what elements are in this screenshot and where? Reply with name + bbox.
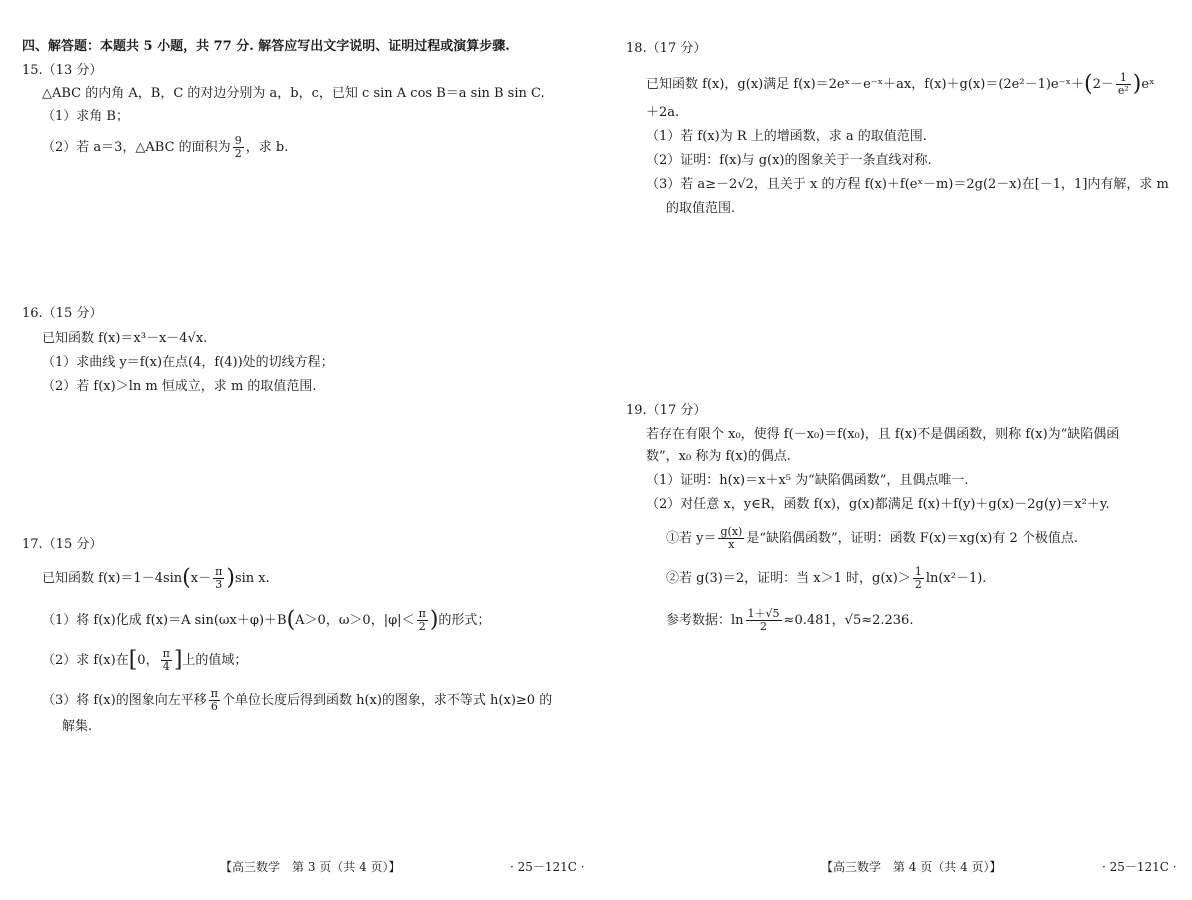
q18-part3: （3）若 a≥－2√2，且关于 x 的方程 f(x)＋f(eˣ－m)＝2g(2－x)在[－1，1]内有解，求 m	[646, 177, 1169, 192]
q18-stem-continued: ＋2a.	[646, 105, 680, 120]
footer-exam-code: · 25－121C ·	[510, 860, 585, 874]
q15-part1: （1）求角 B；	[42, 109, 129, 124]
footer-exam-code: · 25－121C ·	[1102, 860, 1177, 874]
q19-stem-line1: 若存在有限个 x₀，使得 f(－x₀)＝f(x₀)，且 f(x)不是偶函数，则称 f(x)为“缺陷偶函	[646, 427, 1120, 442]
fraction: $\frac{\pi}{2}$	[418, 607, 426, 633]
q19-part2: （2）对任意 x，y∈R，函数 f(x)，g(x)都满足 f(x)＋f(y)＋g(x)－2g(y)＝x²＋y.	[646, 497, 1110, 512]
fraction: $\frac{g(x)}{x}$	[720, 525, 743, 551]
q16-number: 16.（15 分）	[22, 306, 103, 321]
right-page	[596, 0, 1192, 900]
q19-stem-line2: 数”，x₀ 称为 f(x)的偶点.	[646, 449, 791, 464]
q16-stem: 已知函数 f(x)＝x³－x－4√x.	[42, 331, 208, 346]
q15-part2: （2）若 a＝3，△ABC 的面积为 $\frac{9}{2}$ ，求 b.	[42, 134, 289, 160]
q17-part3: （3）将 f(x)的图象向左平移 $\frac{\pi}{6}$ 个单位长度后得到函数 h(x)的图象，求不等式 h(x)≥0 的	[42, 687, 553, 713]
q17-part2: （2）求 f(x)在[0， $\frac{\pi}{4}$ ]上的值域；	[42, 647, 248, 673]
q16-part2: （2）若 f(x)＞ln m 恒成立，求 m 的取值范围.	[42, 379, 317, 394]
q18-stem: 已知函数 f(x)，g(x)满足 f(x)＝2eˣ－e⁻ˣ＋ax，f(x)＋g(x)＝(2e²－1)e⁻ˣ＋(2－ $\frac{1}{\text{e²}}$ )eˣ	[646, 71, 1155, 97]
q16-part1: （1）求曲线 y＝f(x)在点(4，f(4))处的切线方程；	[42, 355, 334, 370]
q19-reference-data: 参考数据：ln $\frac{1+√5}{2}$ ≈0.481，√5≈2.236.	[666, 607, 914, 633]
q17-stem: 已知函数 f(x)＝1－4sin(x－ $\frac{\pi}{3}$ )sin x.	[42, 565, 270, 591]
q19-sub1: ①若 y＝ $\frac{g(x)}{x}$ 是“缺陷偶函数”，证明：函数 F(x)＝xg(x)有 2 个极值点.	[666, 525, 1079, 551]
q19-part1: （1）证明：h(x)＝x＋x⁵ 为“缺陷偶函数”，且偶点唯一.	[646, 473, 969, 488]
q17-number: 17.（15 分）	[22, 537, 103, 552]
fraction: $\frac{\pi}{3}$	[215, 565, 223, 591]
footer-page-label: 【高三数学 第 3 页（共 4 页）】	[220, 860, 401, 874]
fraction: $\frac{\pi}{6}$	[210, 687, 218, 713]
fraction: $\frac{1}{\text{e²}}$	[1117, 71, 1129, 97]
q17-part3-continued: 解集.	[62, 719, 93, 734]
q18-part3-continued: 的取值范围.	[666, 201, 736, 216]
q18-part2: （2）证明：f(x)与 g(x)的图象关于一条直线对称.	[646, 153, 932, 168]
q18-number: 18.（17 分）	[626, 41, 707, 56]
q19-number: 19.（17 分）	[626, 403, 707, 418]
q15-number: 15.（13 分）	[22, 63, 103, 78]
q15-stem: △ABC 的内角 A，B，C 的对边分别为 a，b，c，已知 c sin A cos B＝a sin B sin C.	[42, 86, 545, 101]
footer-page-label: 【高三数学 第 4 页（共 4 页）】	[821, 860, 1002, 874]
fraction: $\frac{\pi}{4}$	[162, 647, 170, 673]
fraction: $\frac{1}{2}$	[914, 565, 922, 591]
q17-part1: （1）将 f(x)化成 f(x)＝A sin(ωx＋φ)＋B(A＞0，ω＞0，|φ|＜ $\frac{\pi}{2}$ )的形式；	[42, 607, 491, 633]
fraction: $\frac{1+√5}{2}$	[747, 607, 780, 633]
section-heading: 四、解答题：本题共 5 小题，共 77 分. 解答应写出文字说明、证明过程或演算步骤.	[22, 39, 510, 54]
q18-part1: （1）若 f(x)为 R 上的增函数，求 a 的取值范围.	[646, 129, 927, 144]
q19-sub2: ②若 g(3)＝2，证明：当 x＞1 时，g(x)＞ $\frac{1}{2}$ ln(x²－1).	[666, 565, 987, 591]
fraction: $\frac{9}{2}$	[234, 134, 242, 160]
